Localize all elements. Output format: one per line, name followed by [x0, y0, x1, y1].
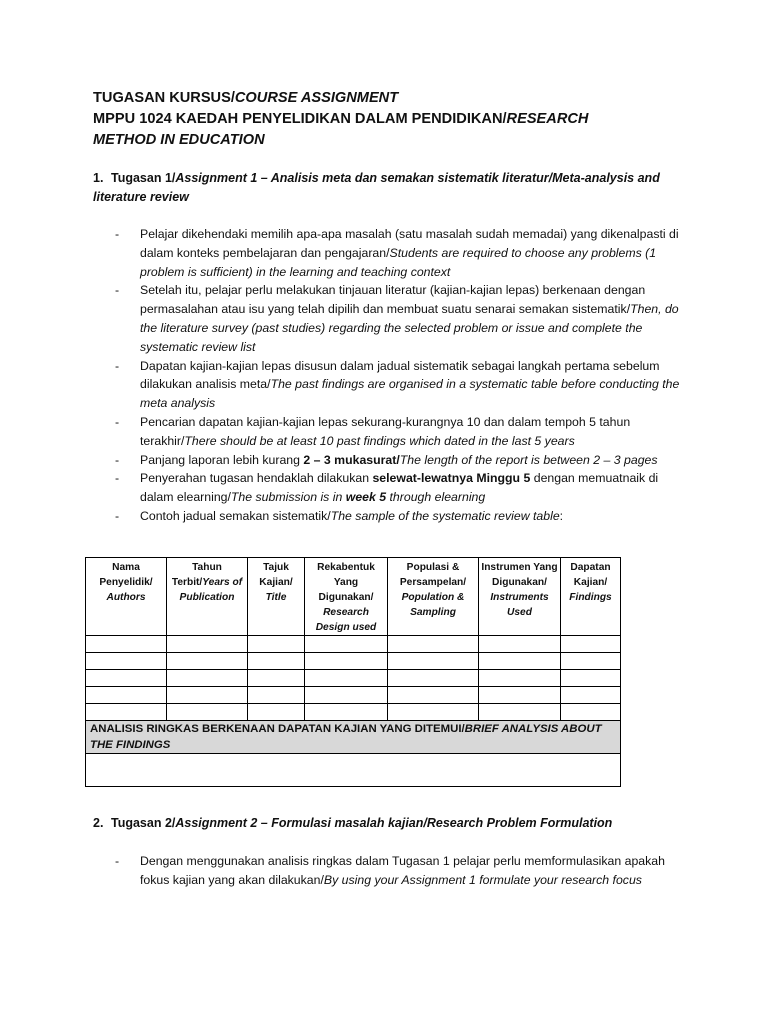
course-assignment-title: TUGASAN KURSUS/COURSE ASSIGNMENT	[93, 90, 399, 106]
list-item: - Setelah itu, pelajar perlu melakukan tinjauan literatur (kajian-kajian lepas) berkenaan dengan permasalahan atau isu yang telah dipilih dan membuat suatu senarai semakan sistematik/Then, do the literature survey (past studies) regarding the selected problem or issue and complete the systematic review list	[115, 283, 679, 354]
course-name-title: METHOD IN EDUCATION	[93, 132, 265, 148]
table-row	[86, 670, 621, 687]
table-header-row	[86, 558, 621, 636]
brief-analysis-cell	[86, 754, 621, 787]
table-row	[86, 653, 621, 670]
assignment-1-heading: 1. Tugasan 1/Assignment 1 – Analisis meta dan semakan sistematik literatur/Meta-analysis and literature review	[93, 171, 660, 204]
column-header-population: Populasi & Persampelan/ Population & Sampling	[388, 558, 479, 636]
table-row	[86, 687, 621, 704]
table-row	[86, 704, 621, 721]
course-code-title: MPPU 1024 KAEDAH PENYELIDIKAN DALAM PENDIDIKAN/RESEARCH	[93, 111, 589, 127]
column-header-findings: Dapatan Kajian/ Findings	[561, 558, 621, 636]
assignment-1-bullet-list	[111, 225, 691, 526]
list-item: - Contoh jadual semakan sistematik/The sample of the systematic review table:	[115, 508, 564, 523]
column-header-authors: Nama Penyelidik/ Authors	[86, 558, 167, 636]
systematic-review-table	[85, 557, 621, 787]
brief-analysis-heading: ANALISIS RINGKAS BERKENAAN DAPATAN KAJIAN YANG DITEMUI/BRIEF ANALYSIS ABOUT THE FINDINGS	[86, 721, 621, 754]
assignment-2-heading: 2. Tugasan 2/Assignment 2 – Formulasi masalah kajian/Research Problem Formulation	[93, 816, 613, 830]
list-item: - Dengan menggunakan analisis ringkas dalam Tugasan 1 pelajar perlu memformulasikan apakah fokus kajian yang akan dilakukan/By using your Assignment 1 formulate your research focus	[115, 854, 665, 887]
table-row	[86, 636, 621, 653]
column-header-title: Tajuk Kajian/ Title	[248, 558, 305, 636]
list-item: - Panjang laporan lebih kurang 2 – 3 mukasurat/The length of the report is between 2 – 3 pages	[115, 452, 658, 467]
column-header-research-design: Rekabentuk Yang Digunakan/ Research Design used	[305, 558, 388, 636]
analysis-content-row	[86, 754, 621, 787]
list-item: - Pencarian dapatan kajian-kajian lepas sekurang-kurangnya 10 dan dalam tempoh 5 tahun terakhir/There should be at least 10 past findings which dated in the last 5 years	[115, 414, 631, 448]
column-header-year: Tahun Terbit/Years of Publication	[167, 558, 248, 636]
list-item: - Penyerahan tugasan hendaklah dilakukan selewat-lewatnya Minggu 5 dengan memuatnaik di dalam elearning/The submission is in week 5 through elearning	[115, 471, 659, 505]
column-header-instruments: Instrumen Yang Digunakan/ Instruments Used	[479, 558, 561, 636]
assignment-2-bullet-list	[111, 852, 691, 890]
list-item: - Pelajar dikehendaki memilih apa-apa masalah (satu masalah sudah memadai) yang dikenalpasti di dalam konteks pembelajaran dan pengajaran/Students are required to choose any problems (1 problem is sufficient) in the learning and teaching context	[115, 227, 679, 279]
list-item: - Dapatan kajian-kajian lepas disusun dalam jadual sistematik sebagai langkah pertama sebelum dilakukan analisis meta/The past findings are organised in a systematic table before conducting the meta analysis	[115, 358, 680, 411]
analysis-header-row	[86, 721, 621, 754]
